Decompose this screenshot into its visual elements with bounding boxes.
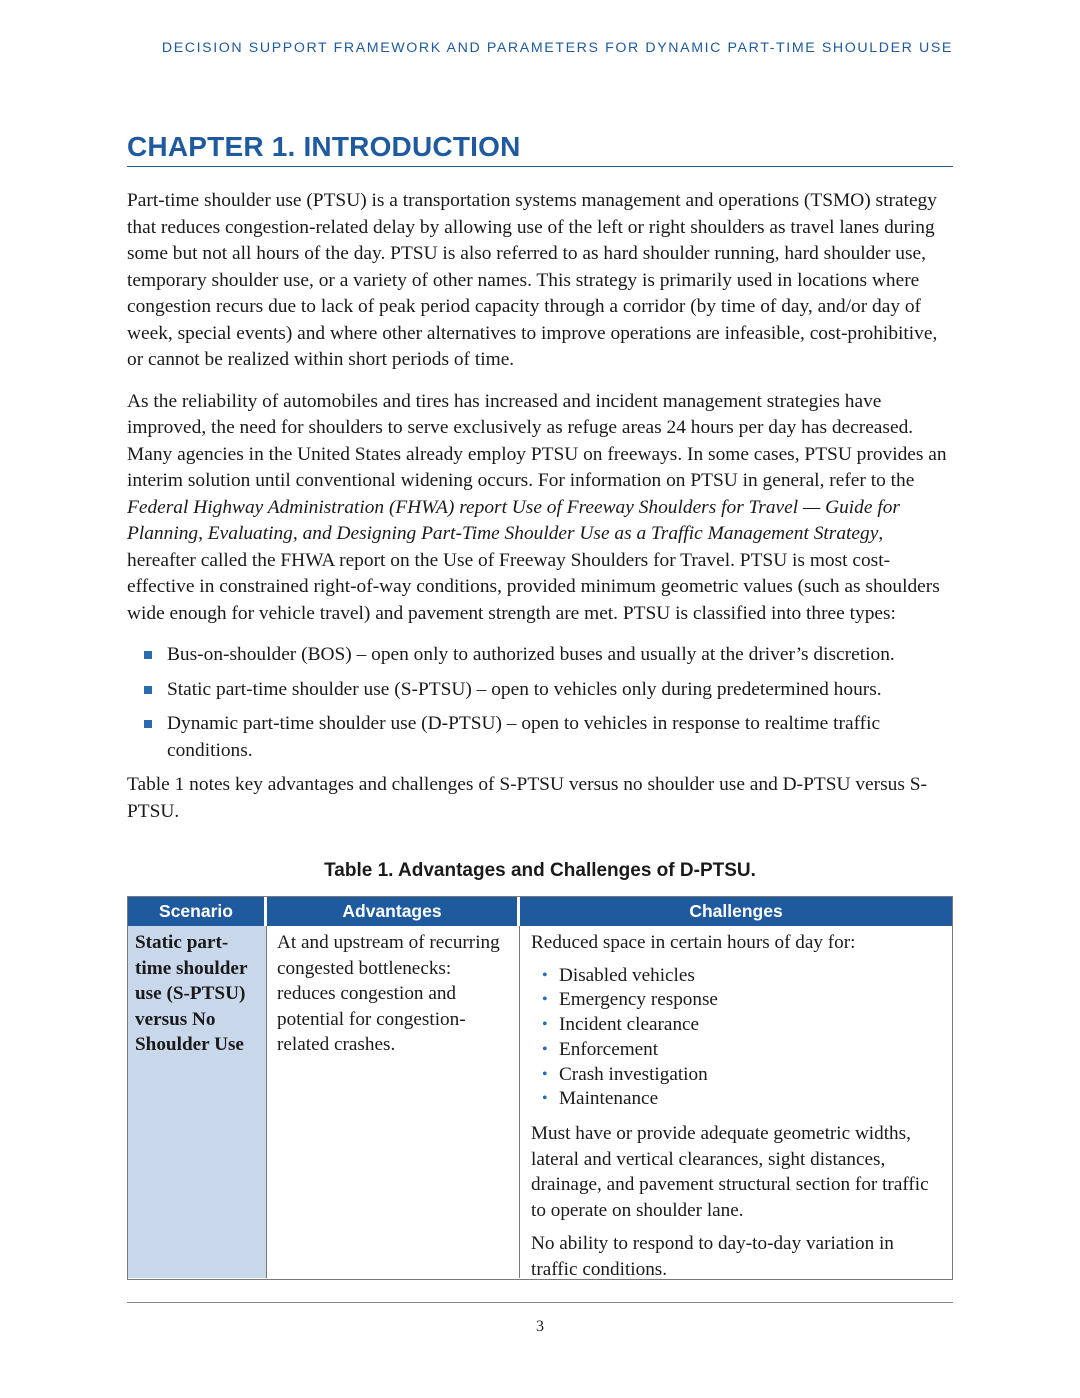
advantages-challenges-table [127,896,953,1280]
dot-bullet-icon: • [542,966,548,984]
body-content [127,188,953,840]
list-item-text: Incident clearance [559,1014,700,1036]
list-item [531,988,942,1013]
list-item-text: Enforcement [559,1038,659,1060]
list-item [127,677,953,704]
ptsu-types-list [127,642,953,764]
header-scenario: Scenario [128,897,267,926]
advantages-cell: At and upstream of recurring congested bottlenecks: reduces congestion and potential for congestion-related crashes. [267,926,520,1278]
list-item-text: Disabled vehicles [559,964,695,986]
table-header-row [128,897,952,926]
challenges-variation-note: No ability to respond to day-to-day variation in traffic conditions. [531,1233,894,1280]
paragraph-text: , hereafter called the FHWA report on the Use of Freeway Shoulders for Travel. PTSU is most cost-effective in constrained right-of-way conditions, provided minimum geometric values (such as shoulders wide enough for vehicle travel) and pavement strength are met. PTSU is classified into three types: [127,523,940,624]
table-row [128,926,952,1278]
list-item [127,642,953,669]
list-item-text: Bus-on-shoulder (BOS) – open only to authorized buses and usually at the driver’s discretion. [167,644,895,665]
list-item-text: Static part-time shoulder use (S-PTSU) – open to vehicles only during predetermined hours. [167,678,882,700]
list-item [531,1013,942,1038]
list-item-text: Dynamic part-time shoulder use (D-PTSU) – open to vehicles in response to realtime traffic conditions. [167,713,881,761]
running-header: DECISION SUPPORT FRAMEWORK AND PARAMETERS FOR DYNAMIC PART-TIME SHOULDER USE [161,40,953,56]
list-item [531,1087,942,1112]
report-title-reference: Federal Highway Administration (FHWA) report Use of Freeway Shoulders for Travel — Guide for Planning, Evaluating, and Designing Part-Time Shoulder Use as a Traffic Management Strategy [127,496,900,544]
challenges-list [531,964,942,1113]
list-item [127,711,953,764]
dot-bullet-icon: • [542,1090,548,1108]
dot-bullet-icon: • [542,1016,548,1034]
list-item-text: Emergency response [559,989,718,1011]
header-advantages: Advantages [267,897,520,926]
square-bullet-icon [144,686,152,694]
dot-bullet-icon: • [542,1040,548,1058]
chapter-title: CHAPTER 1. INTRODUCTION [127,130,953,167]
header-challenges: Challenges [689,901,783,921]
list-item [531,1063,942,1088]
list-item-text: Maintenance [559,1088,659,1110]
list-item-text: Crash investigation [559,1063,708,1085]
square-bullet-icon [144,651,152,659]
paragraph-text: As the reliability of automobiles and tires has increased and incident management strategies have improved, the need for shoulders to serve exclusively as refuge areas 24 hours per day has decreased. Many agencies in the United States already employ PTSU on freeways. In some cases, PTSU provides an interim solution until conventional widening occurs. For information on PTSU in general, refer to the [127,390,947,491]
table-intro-paragraph: Table 1 notes key advantages and challenges of S-PTSU versus no shoulder use and D-PTSU versus S-PTSU. [127,774,927,822]
page-number: 3 [536,1318,544,1335]
dot-bullet-icon: • [542,991,548,1009]
challenges-intro: Reduced space in certain hours of day for: [531,932,856,953]
list-item [531,1038,942,1063]
scenario-cell: Static part-time shoulder use (S-PTSU) versus No Shoulder Use [128,926,267,1278]
dot-bullet-icon: • [542,1065,548,1083]
list-item [531,964,942,989]
square-bullet-icon [144,720,152,728]
challenges-geometric-note: Must have or provide adequate geometric widths, lateral and vertical clearances, sight distances, drainage, and pavement structural section for traffic to operate on shoulder lane. [531,1123,929,1221]
reliability-paragraph [127,389,953,628]
intro-paragraph: Part-time shoulder use (PTSU) is a transportation systems management and operations (TSMO) strategy that reduces congestion-related delay by allowing use of the left or right shoulders as travel lanes during some but not all hours of the day. PTSU is also referred to as hard shoulder running, hard shoulder use, temporary shoulder use, or a variety of other names. This strategy is primarily used in locations where congestion recurs due to lack of peak period capacity through a corridor (by time of day, and/or day of week, special events) and where other alternatives to improve operations are infeasible, cost-prohibitive, or cannot be realized within short periods of time. [127,190,938,370]
challenges-cell [520,926,952,1278]
table-caption: Table 1. Advantages and Challenges of D-PTSU. [324,860,756,881]
footer-divider [127,1302,953,1303]
